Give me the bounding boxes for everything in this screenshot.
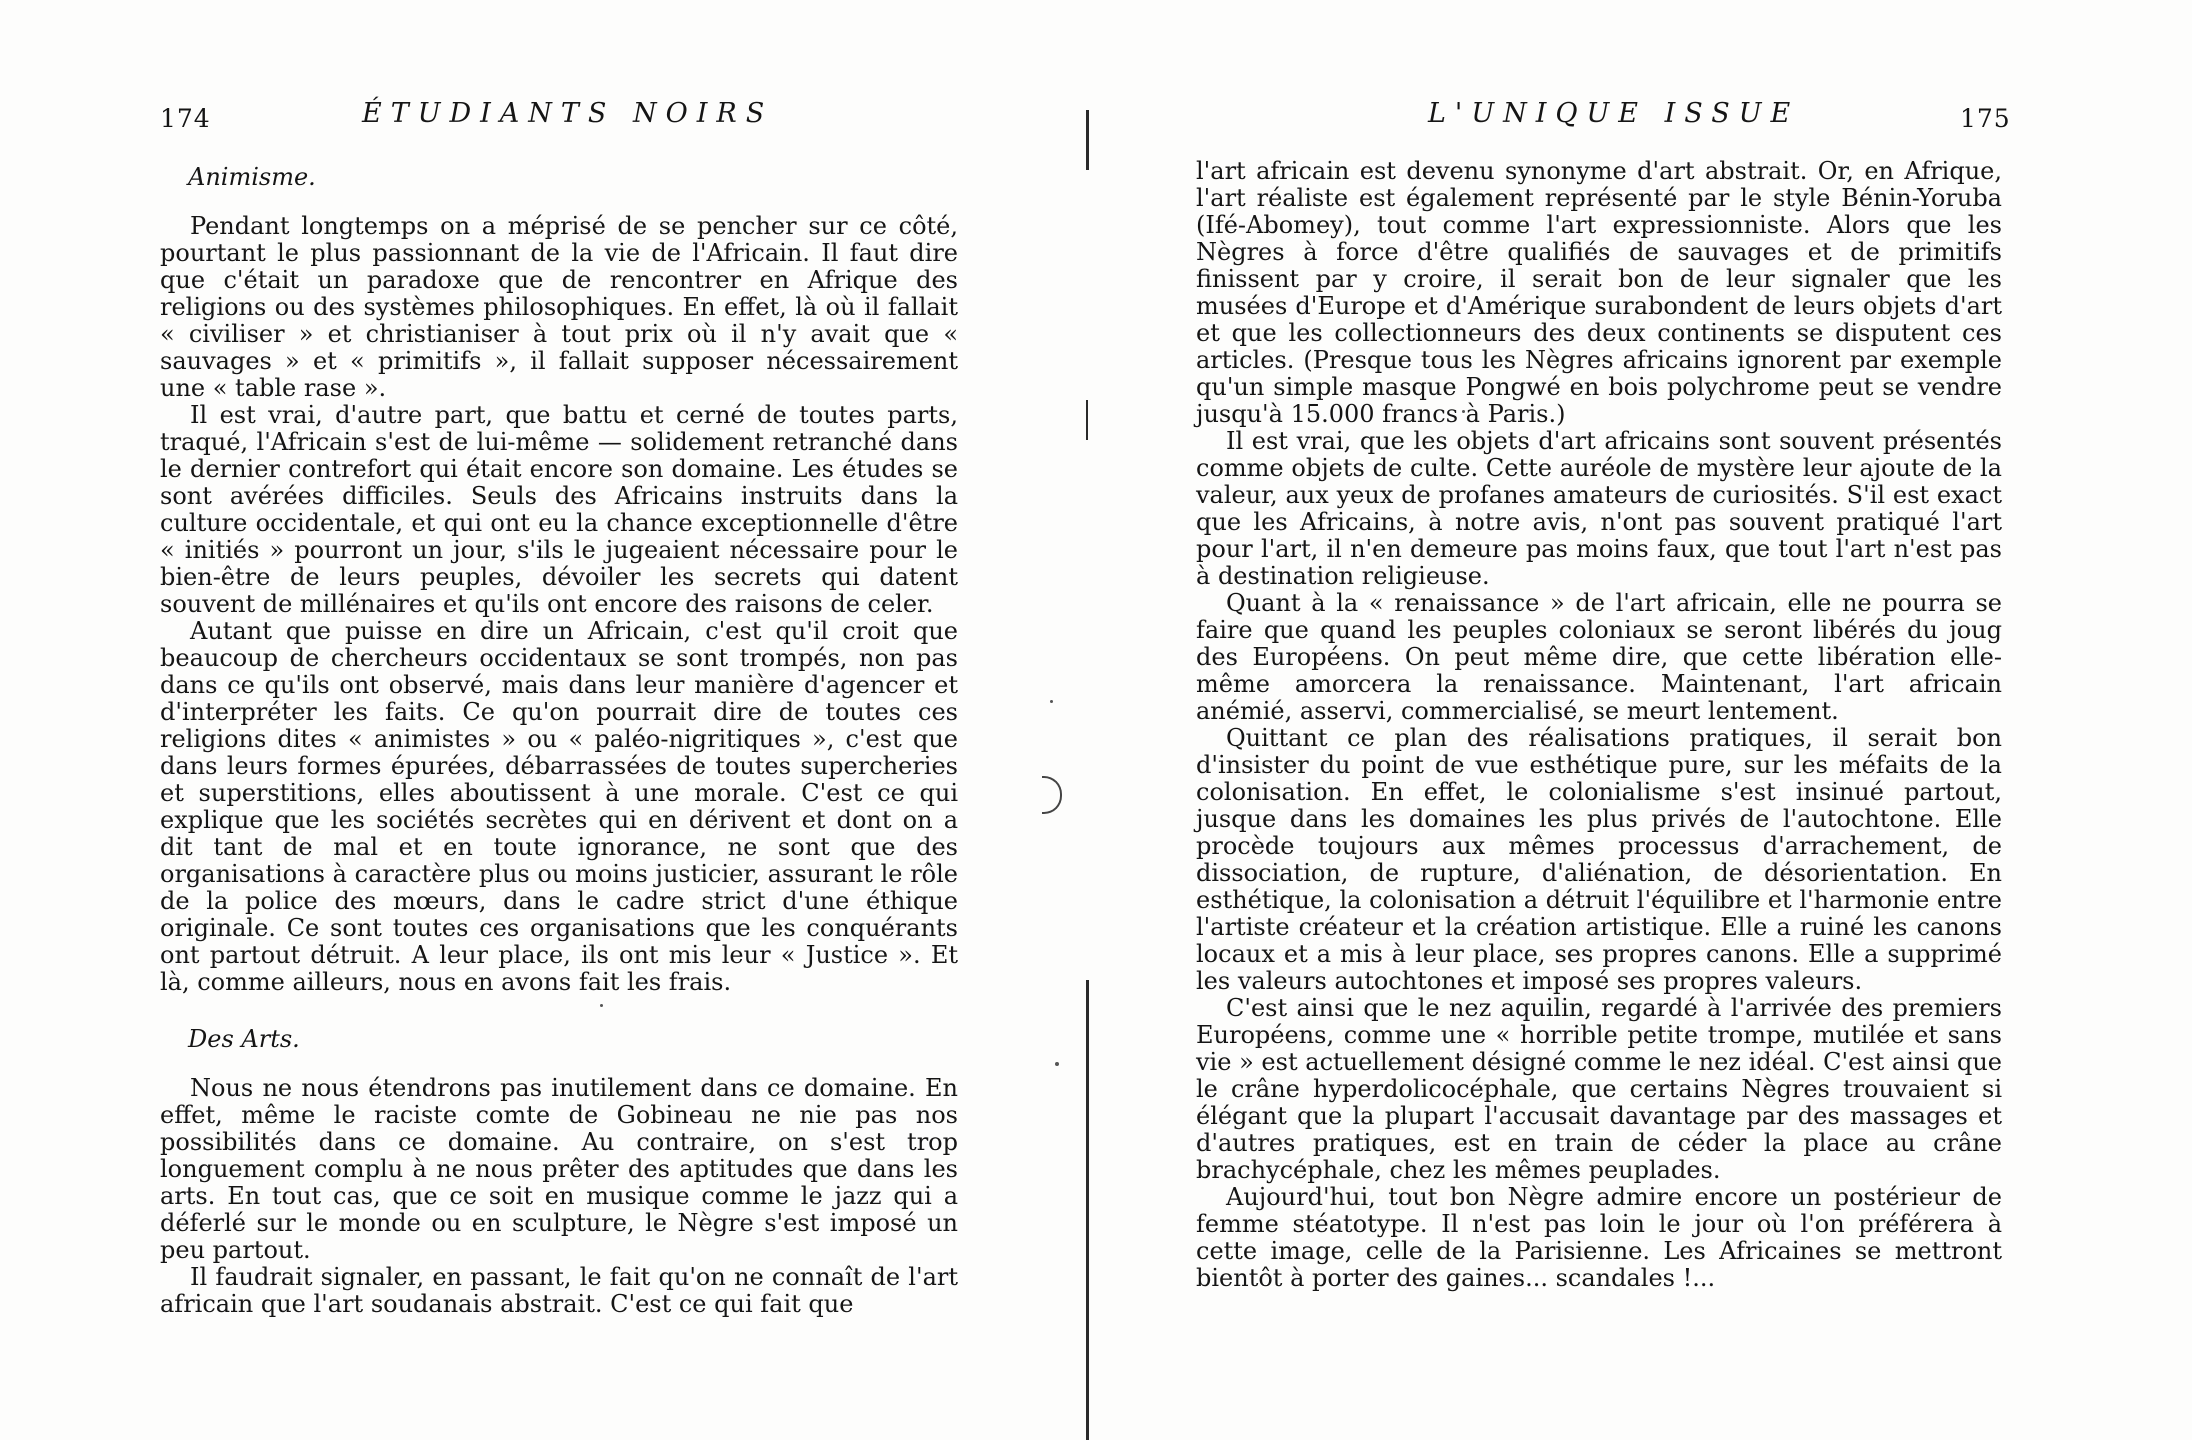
right-page	[1090, 0, 2192, 1440]
paragraph: Quant à la « renaissance » de l'art africain, elle ne pourra se faire que quand les peuples coloniaux se seront libérés du joug des Européens. On peut même dire, que cette libération elle-même amorcera la renaissance. Maintenant, l'art africain anémié, asservi, commercialisé, se meurt lentement.	[1196, 589, 2002, 725]
paper-speck	[1050, 700, 1053, 703]
left-text-block	[160, 164, 958, 1318]
continued-paragraph: l'art africain est devenu synonyme d'art abstrait. Or, en Afrique, l'art réaliste est également représenté par le style Bénin-Yoruba (Ifé-Abomey), tout comme l'art expressionniste. Alors que les Nègres à force d'être qualifiés de sauvages et de primitifs finissent par y croire, il serait bon de leur signaler que les musées d'Europe et d'Amérique surabondent de leurs objets d'art et que les collectionneurs des deux continents se disputent ces articles. (Presque tous les Nègres africains ignorent par exemple qu'un simple masque Pongwé en bois polychrome peut se vendre jusqu'à 15.000 francs à Paris.)	[1196, 157, 2002, 428]
paragraph: Il faudrait signaler, en passant, le fait qu'on ne connaît de l'art africain que l'art soudanais abstrait. C'est ce qui fait que	[160, 1263, 958, 1318]
gutter-shadow	[1086, 400, 1088, 440]
paragraph: Pendant longtemps on a méprisé de se pencher sur ce côté, pourtant le plus passionnant de la vie de l'Africain. Il faut dire que c'était un paradoxe que de rencontrer en Afrique des religions ou des systèmes philosophiques. En effet, là où il fallait « civiliser » et christianiser à tout prix où il n'y avait que « sauvages » et « primitifs », il fallait supposer nécessairement une « table rase ».	[160, 212, 958, 402]
gutter-shadow	[1086, 980, 1089, 1440]
section-heading-animisme: Animisme.	[188, 163, 316, 191]
paper-speck	[600, 1004, 603, 1007]
paragraph: Il est vrai, d'autre part, que battu et cerné de toutes parts, traqué, l'Africain s'est de lui-même — solidement retranché dans le dernier contrefort qui était encore son domaine. Les études se sont avérées difficiles. Seuls des Africains instruits dans la culture occidentale, et qui ont eu la chance exceptionnelle d'être « initiés » pourront un jour, s'ils le jugeaient nécessaire pour le bien-être de leurs peuples, dévoiler les secrets qui datent souvent de millénaires et qu'ils ont encore des raisons de celer.	[160, 401, 958, 618]
paragraph: Autant que puisse en dire un Africain, c'est qu'il croit que beaucoup de chercheurs occidentaux se sont trompés, non pas dans ce qu'ils ont observé, mais dans leur manière d'agencer et d'interpréter les faits. Ce qu'on pourrait dire de toutes ces religions dites « animistes » ou « paléo-nigritiques », c'est que dans leurs formes épurées, débarrassées de toutes supercheries et superstitions, elles aboutissent à une morale. C'est ce qui explique que les sociétés secrètes qui en dérivent et dont on a dit tant de mal et en toute ignorance, ne sont que des organisations à caractère plus ou moins justicier, assurant le rôle de la police des mœurs, dans le cadre strict d'une éthique originale. Ce sont toutes ces organisations que les conquérants ont partout détruit. A leur place, ils ont mis leur « Justice ». Et là, comme ailleurs, nous en avons fait les frais.	[160, 617, 958, 996]
paragraph: Aujourd'hui, tout bon Nègre admire encore un postérieur de femme stéatotype. Il n'est pas loin le jour où l'on préférera à cette image, celle de la Parisienne. Les Africaines se mettront bientôt à porter des gaines... scandales !...	[1196, 1183, 2002, 1292]
paragraph: Quittant ce plan des réalisations pratiques, il serait bon d'insister du point de vue esthétique pure, sur les méfaits de la colonisation. En effet, le colonialisme s'est insinué partout, jusque dans les domaines les plus privés de l'autochtone. Elle procède toujours aux mêmes processus d'arrachement, de dissociation, de rupture, d'aliénation, de désorientation. En esthétique, la colonisation a détruit l'équilibre et l'harmonie entre l'artiste créateur et la création artistique. Elle a ruiné les canons locaux et a mis à leur place, ses propres canons. Elle a supprimé les valeurs autochtones et imposé ses propres valeurs.	[1196, 724, 2002, 995]
section-heading-arts: Des Arts.	[188, 1025, 300, 1053]
right-text-block	[1196, 158, 2002, 1292]
margin-bracket-mark	[1042, 776, 1062, 814]
paper-speck	[1055, 1062, 1059, 1066]
left-running-title: ÉTUDIANTS NOIRS	[362, 98, 774, 129]
right-folio: 175	[1960, 104, 2011, 133]
paragraph: Il est vrai, que les objets d'art africains sont souvent présentés comme objets de culte. Cette auréole de mystère leur ajoute de la valeur, aux yeux de profanes amateurs de curiosités. S'il est exact que les Africains, à notre avis, n'ont pas souvent pratiqué l'art pour l'art, il n'en demeure pas moins faux, que tout l'art n'est pas à destination religieuse.	[1196, 427, 2002, 590]
right-running-title: L'UNIQUE ISSUE	[1428, 98, 1800, 129]
left-folio: 174	[160, 104, 211, 133]
left-page	[0, 0, 1085, 1440]
section-gap	[160, 996, 958, 1026]
paragraph: Nous ne nous étendrons pas inutilement dans ce domaine. En effet, même le raciste comte de Gobineau ne nie pas nos possibilités dans ce domaine. Au contraire, on s'est trop longuement complu à ne nous prêter des aptitudes que dans les arts. En tout cas, que ce soit en musique comme le jazz qui a déferlé sur le monde ou en sculpture, le Nègre s'est imposé un peu partout.	[160, 1074, 958, 1264]
paragraph: C'est ainsi que le nez aquilin, regardé à l'arrivée des premiers Européens, comme une « horrible petite trompe, mutilée et sans vie » est actuellement désigné comme le nez idéal. C'est ainsi que le crâne hyperdolicocéphale, que certains Nègres trouvaient si élégant que la plupart l'accusait davantage par des massages et d'autres pratiques, est en train de céder la place au crâne brachycéphale, chez les mêmes peuplades.	[1196, 994, 2002, 1184]
gutter-shadow	[1086, 110, 1089, 170]
